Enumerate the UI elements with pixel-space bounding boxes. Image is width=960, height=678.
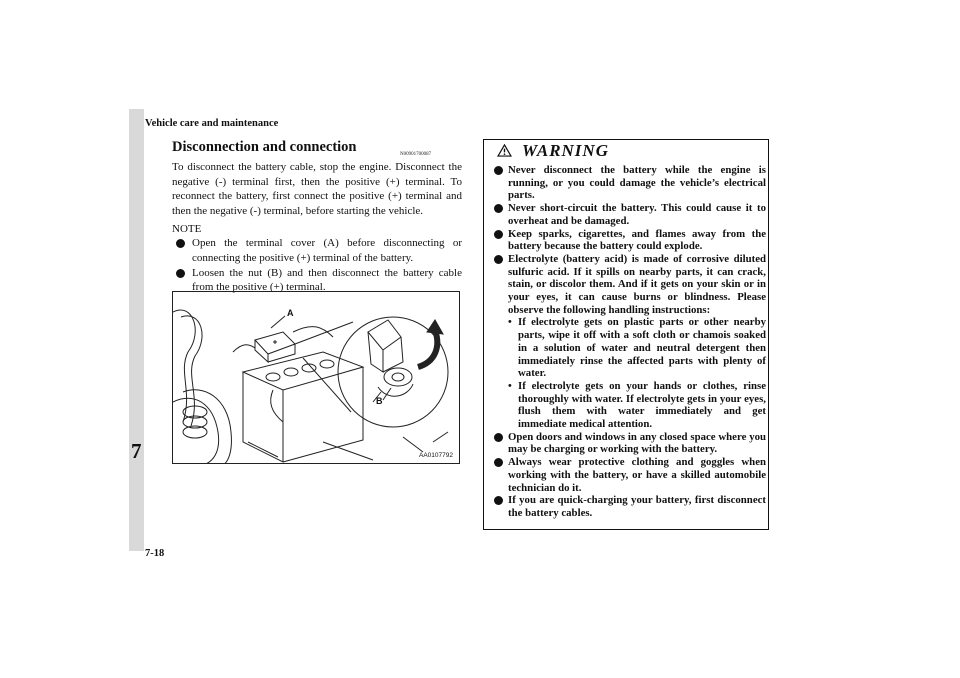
label-a: A [287, 308, 294, 318]
warning-item [492, 164, 766, 202]
warning-item [492, 228, 766, 253]
warning-subtext: If electrolyte gets on your hands or clothes, rinse thoroughly with water. If electrolyte gets in your eyes, flush them with water immediately and get immediate medical attention. [518, 379, 766, 431]
figure-id: AA0107792 [419, 452, 453, 459]
warning-item [492, 253, 766, 317]
battery-figure [172, 291, 460, 464]
warning-subitem [492, 316, 766, 380]
warning-text: Electrolyte (battery acid) is made of corrosive diluted sulfuric acid. If it spills on nearby parts, it can crack, stain, or discolor them. And if it gets on your skin or in your eyes, it can cause burns or blindness. Please observe the following handling instructions: [508, 252, 766, 316]
warning-subtext: If electrolyte gets on plastic parts or other nearby parts, wipe it off with a soft cloth or chamois soaked in a solution of water and neutral detergent then immediately rinse the affected parts with plenty of water. [518, 316, 766, 380]
warning-text: Keep sparks, cigarettes, and flames away from the battery because the battery could explode. [508, 227, 766, 253]
warning-text: Never disconnect the battery while the engine is running, or you could damage the vehicle’s electrical parts. [508, 164, 766, 202]
bullet-icon [494, 458, 503, 467]
warning-header [484, 140, 768, 160]
warning-item [492, 431, 766, 456]
bullet-icon [494, 496, 503, 505]
intro-paragraph: To disconnect the battery cable, stop the engine. Disconnect the negative (-) terminal first, then the positive (+) terminal. To reconnect the battery, first connect the positive (+) terminal and then the negative (-) terminal, before starting the vehicle. [172, 161, 462, 217]
page-number: 7-18 [145, 548, 165, 559]
chapter-number: 7 [131, 439, 142, 463]
warning-box [483, 139, 769, 530]
warning-title: WARNING [522, 141, 609, 160]
warning-subitem [492, 380, 766, 431]
main-column [172, 138, 462, 295]
bullet-icon [176, 269, 185, 278]
sub-bullet: • [508, 379, 512, 392]
warning-item [492, 494, 766, 519]
warning-item [492, 202, 766, 227]
note-text: Loosen the nut (B) and then disconnect the battery cable from the positive (+) terminal. [192, 266, 462, 294]
warning-triangle-icon [497, 144, 512, 157]
warning-text: If you are quick-charging your battery, first disconnect the battery cables. [508, 494, 766, 519]
warning-item [492, 456, 766, 494]
note-item [172, 236, 462, 265]
bullet-icon [494, 255, 503, 264]
warning-text: Always wear protective clothing and goggles when working with the battery, or have a skilled automobile technician do it. [508, 456, 766, 494]
warning-text: Open doors and windows in any closed space where you may be charging or working with the battery. [508, 430, 766, 456]
running-header: Vehicle care and maintenance [145, 118, 279, 129]
note-text: Open the terminal cover (A) before disconnecting or connecting the positive (+) terminal of the battery. [192, 237, 462, 264]
section-code: N00901700087 [400, 152, 432, 157]
chapter-tab [129, 109, 144, 551]
bullet-icon [494, 230, 503, 239]
warning-text: Never short-circuit the battery. This could cause it to overheat and be damaged. [508, 202, 766, 227]
battery-illustration [173, 292, 460, 464]
label-b: B [376, 396, 383, 406]
bullet-icon [176, 239, 185, 248]
bullet-icon [494, 433, 503, 442]
bullet-icon [494, 166, 503, 175]
bullet-icon [494, 204, 503, 213]
note-label: NOTE [172, 223, 202, 236]
section-title: Disconnection and connection [172, 139, 357, 155]
sub-bullet: • [508, 316, 512, 329]
warning-list [492, 164, 766, 520]
